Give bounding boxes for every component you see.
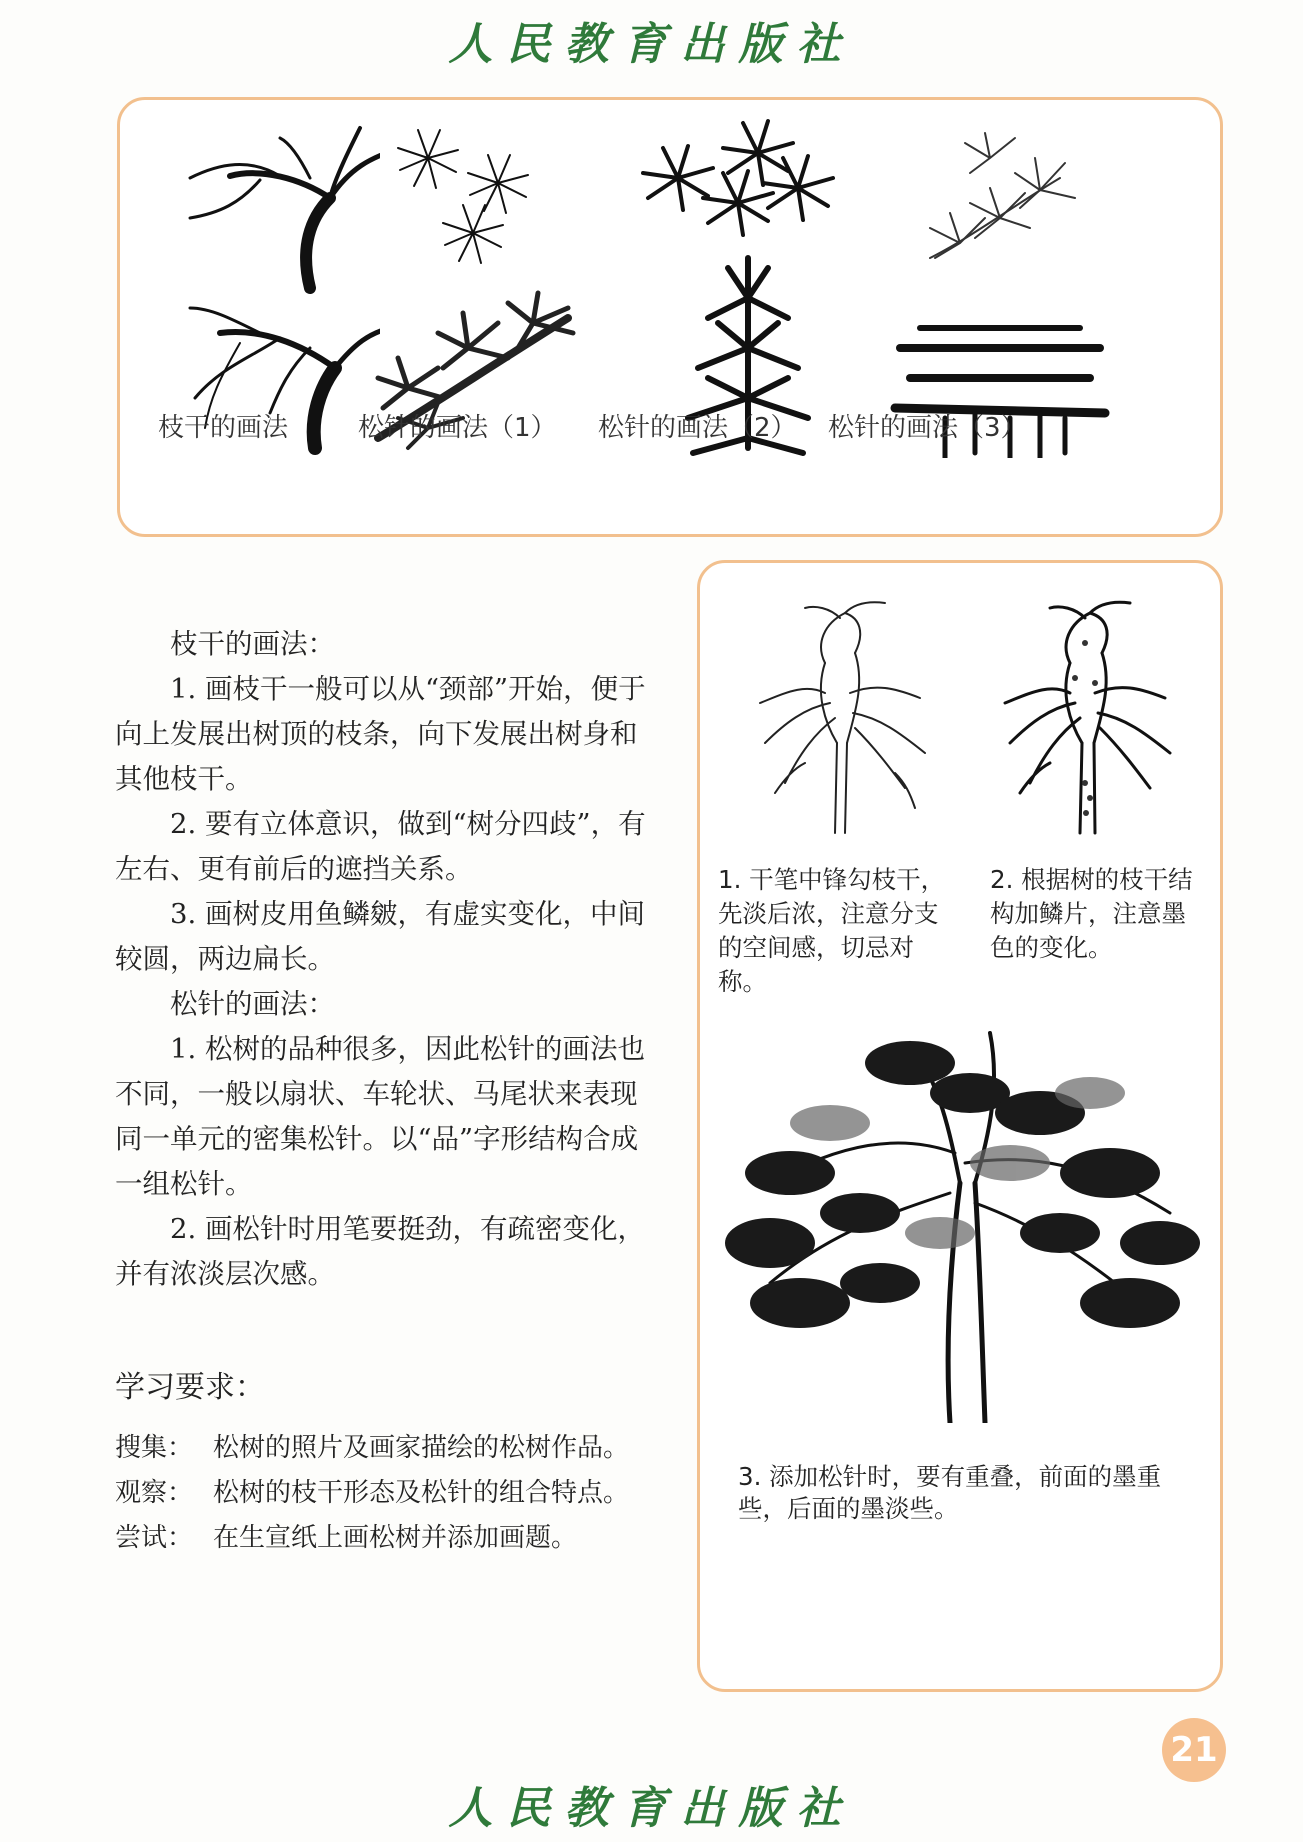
step2-caption: 2. 根据树的枝干结构加鳞片，注意墨色的变化。 [990,865,1193,962]
caption-branch-method: 枝干的画法 [158,413,289,443]
requirement-label: 搜集： [115,1433,194,1463]
caption-needles-method-2: 松针的画法（2） [598,413,797,443]
learning-requirements-title: 学习要求： [115,1370,265,1405]
step3-caption: 3. 添加松针时，要有重叠，前面的墨重些，后面的墨淡些。 [738,1462,1162,1523]
caption-needles-method-3: 松针的画法（3） [828,413,1027,443]
step2-scaled-tree [990,583,1190,843]
step-illustration-panel [697,560,1223,1692]
publisher-footer: 人民教育出版社 [448,1783,855,1834]
top-illustration-panel [117,97,1223,537]
body-text [115,622,655,1297]
requirement-text: 在生宣纸上画松树并添加画题。 [213,1523,578,1553]
requirement-text: 松树的照片及画家描绘的松树作品。 [213,1433,630,1463]
step3-full-pine-painting [710,983,1210,1423]
paragraph-needle-1: 1. 松树的品种很多，因此松针的画法也不同，一般以扇状、车轮状、马尾状来表现同一单元的密集松针。以“品”字形结构合成一组松针。 [115,1033,645,1200]
requirement-observe [115,1472,629,1509]
paragraph-branch-1: 1. 画枝干一般可以从“颈部”开始，便于向上发展出树顶的枝条，向下发展出树身和其他枝干。 [115,673,646,795]
requirement-text: 松树的枝干形态及松针的组合特点。 [213,1478,630,1508]
heading-needle-method: 松针的画法： [170,988,335,1020]
paragraph-branch-3: 3. 画树皮用鱼鳞皴，有虚实变化，中间较圆，两边扁长。 [115,898,645,975]
caption-needles-method-1: 松针的画法（1） [358,413,557,443]
step1-caption: 1. 干笔中锋勾枝干，先淡后浓，注意分支的空间感，切忌对称。 [718,865,946,996]
paragraph-branch-2: 2. 要有立体意识，做到“树分四歧”，有左右、更有前后的遮挡关系。 [115,808,646,885]
requirement-label: 观察： [115,1478,194,1508]
step1-outline-tree [745,583,945,843]
paragraph-needle-2: 2. 画松针时用笔要挺劲，有疏密变化，并有浓淡层次感。 [115,1213,645,1290]
publisher-header: 人民教育出版社 [448,19,855,70]
requirement-try [115,1517,577,1554]
heading-branch-method: 枝干的画法： [170,628,335,660]
requirement-collect [115,1427,629,1464]
requirement-label: 尝试： [115,1523,194,1553]
page-number: 21 [1162,1718,1226,1782]
